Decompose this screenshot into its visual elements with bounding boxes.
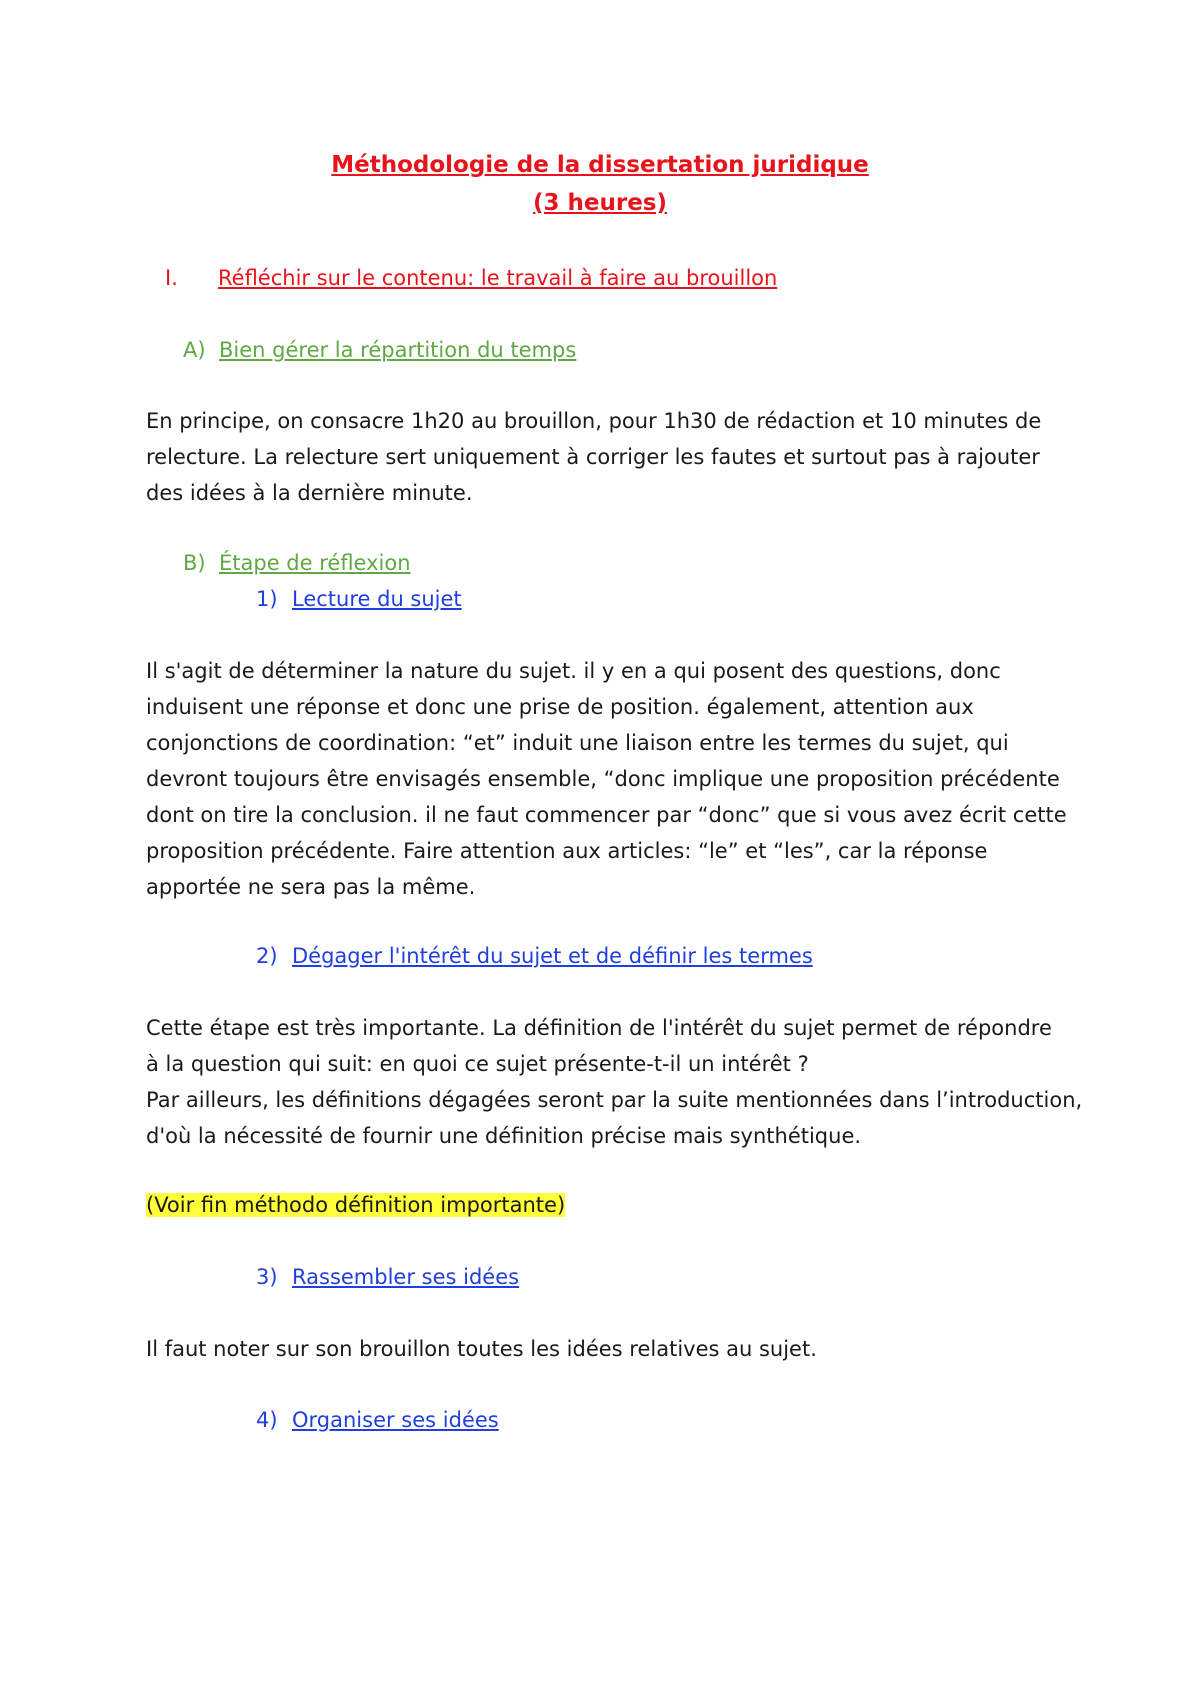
- section-b-label: Étape de réflexion: [219, 551, 411, 575]
- item-1-number: 1): [256, 587, 278, 611]
- section-1-label: Réfléchir sur le contenu: le travail à faire au brouillon: [218, 266, 778, 290]
- item-1-label: Lecture du sujet: [292, 587, 462, 611]
- paragraph-gather-ideas: Il faut noter sur son brouillon toutes les idées relatives au sujet.: [146, 1337, 817, 1361]
- highlighted-note: [146, 1190, 565, 1220]
- item-4-label: Organiser ses idées: [292, 1408, 499, 1432]
- section-1-number: I.: [165, 266, 178, 290]
- paragraph-reading-subject: [146, 653, 1076, 905]
- section-b-number: B): [183, 551, 206, 575]
- paragraph-subject-interest: [146, 1010, 1083, 1154]
- document-subtitle: (3 heures): [532, 190, 667, 216]
- highlighted-note-text: (Voir fin méthodo définition importante): [146, 1193, 566, 1217]
- paragraph-line: Il s'agit de déterminer la nature du sujet. il y en a qui posent des questions, donc: [146, 659, 1001, 683]
- paragraph-line: induisent une réponse et donc une prise de position. également, attention aux: [146, 695, 974, 719]
- paragraph-line: à la question qui suit: en quoi ce sujet présente-t-il un intérêt ?: [146, 1052, 809, 1076]
- item-3-label: Rassembler ses idées: [292, 1265, 520, 1289]
- paragraph-line: En principe, on consacre 1h20 au brouillon, pour 1h30 de rédaction et 10 minutes de: [146, 409, 1042, 433]
- paragraph-line: Cette étape est très importante. La définition de l'intérêt du sujet permet de répondre: [146, 1016, 1052, 1040]
- section-b-heading: [183, 548, 411, 578]
- item-2-number: 2): [256, 944, 278, 968]
- section-a-heading: [183, 335, 576, 365]
- item-2-heading: [256, 941, 813, 971]
- section-a-number: A): [183, 338, 206, 362]
- paragraph-line: devront toujours être envisagés ensemble, “donc implique une proposition précédente: [146, 767, 1060, 791]
- item-4-number: 4): [256, 1408, 278, 1432]
- item-4-heading: [256, 1405, 499, 1435]
- section-a-label: Bien gérer la répartition du temps: [219, 338, 577, 362]
- section-1-heading: [165, 263, 777, 293]
- paragraph-line: d'où la nécessité de fournir une définition précise mais synthétique.: [146, 1124, 862, 1148]
- paragraph-line: des idées à la dernière minute.: [146, 481, 473, 505]
- document-title: Méthodologie de la dissertation juridique: [331, 152, 869, 178]
- item-3-heading: [256, 1262, 519, 1292]
- paragraph-line: relecture. La relecture sert uniquement à corriger les fautes et surtout pas à rajouter: [146, 445, 1040, 469]
- paragraph-line: apportée ne sera pas la même.: [146, 875, 476, 899]
- item-2-label: Dégager l'intérêt du sujet et de définir les termes: [292, 944, 813, 968]
- item-1-heading: [256, 584, 462, 614]
- paragraph-line: Par ailleurs, les définitions dégagées seront par la suite mentionnées dans l’introduction,: [146, 1088, 1083, 1112]
- paragraph-line: proposition précédente. Faire attention aux articles: “le” et “les”, car la réponse: [146, 839, 988, 863]
- paragraph-line: dont on tire la conclusion. il ne faut commencer par “donc” que si vous avez écrit cette: [146, 803, 1067, 827]
- paragraph-line: conjonctions de coordination: “et” induit une liaison entre les termes du sujet, qui: [146, 731, 1009, 755]
- paragraph-time-management: [146, 403, 1076, 511]
- item-3-number: 3): [256, 1265, 278, 1289]
